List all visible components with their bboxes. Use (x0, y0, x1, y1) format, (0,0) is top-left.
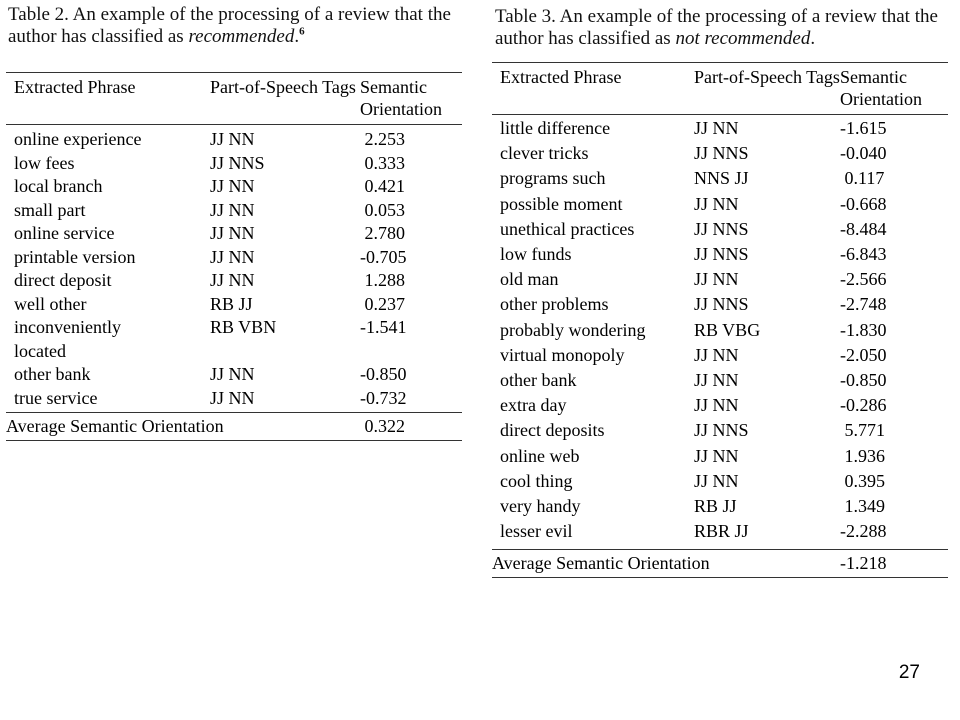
cell-phrase: online web (500, 445, 580, 466)
cell-pos-tags: RB JJ (694, 496, 737, 517)
table-row (6, 269, 462, 293)
cell-semantic-orientation: 0.421 (360, 176, 405, 196)
cell-phrase: low fees (14, 152, 75, 173)
table-row (492, 418, 948, 443)
table3-header-so: Semantic Orientation (840, 67, 922, 109)
cell-phrase: inconveniently (14, 317, 121, 337)
cell-pos-tags: JJ NNS (210, 152, 265, 173)
cell-pos-tags: RB VBN (210, 317, 277, 337)
cell-phrase: very handy (500, 496, 581, 517)
cell-pos-tags: JJ NN (694, 269, 739, 290)
table-row (492, 192, 948, 217)
cell-pos-tags: JJ NN (210, 270, 255, 290)
cell-semantic-orientation: -2.566 (840, 269, 887, 290)
cell-semantic-orientation: -2.748 (840, 294, 887, 315)
cell-semantic-orientation: -2.288 (840, 521, 887, 542)
cell-semantic-orientation: 0.395 (840, 470, 885, 491)
cell-phrase: direct deposits (500, 420, 605, 441)
cell-phrase: virtual monopoly (500, 344, 625, 365)
table-row (6, 222, 462, 246)
table2-average-label: Average Semantic Orientation (6, 416, 224, 436)
cell-phrase: little difference (500, 118, 611, 138)
cell-pos-tags (210, 340, 360, 364)
cell-semantic-orientation: 0.053 (360, 199, 405, 220)
table-row (492, 217, 948, 242)
table-row (492, 318, 948, 343)
table2-body (6, 125, 462, 412)
cell-phrase: direct deposit (14, 270, 112, 290)
cell-semantic-orientation: -1.541 (360, 317, 407, 337)
table3-average-label: Average Semantic Orientation (492, 553, 710, 574)
table2-average-row (6, 413, 462, 440)
table2-footnote-marker: 6 (299, 25, 305, 38)
table-row (492, 444, 948, 469)
table-row (492, 267, 948, 292)
cell-semantic-orientation: 0.333 (360, 152, 405, 173)
table3-header-phrase: Extracted Phrase (500, 67, 622, 87)
cell-phrase: clever tricks (500, 143, 589, 164)
table2-caption-text: Table 2. An example of the processing of a review that the author has classified as (8, 4, 451, 47)
cell-semantic-orientation: 1.288 (360, 270, 405, 290)
cell-pos-tags: JJ NN (210, 223, 255, 243)
cell-semantic-orientation: -1.615 (840, 118, 887, 138)
table-row (492, 141, 948, 166)
table-row (492, 166, 948, 191)
table2-average-value: 0.322 (360, 416, 405, 436)
table2-header-phrase: Extracted Phrase (14, 77, 136, 97)
cell-pos-tags: JJ NN (210, 364, 255, 384)
cell-semantic-orientation: 0.237 (360, 293, 405, 314)
cell-semantic-orientation: -0.286 (840, 395, 887, 416)
table-row (6, 340, 462, 364)
table3-caption-end: . (810, 28, 816, 49)
cell-pos-tags: JJ NN (694, 395, 739, 416)
cell-phrase: well other (14, 293, 87, 314)
cell-semantic-orientation: -0.732 (360, 387, 407, 408)
cell-phrase: online experience (14, 129, 142, 149)
table-row (492, 292, 948, 317)
cell-pos-tags: JJ NN (210, 176, 255, 196)
table2-header-pos: Part-of-Speech Tags (210, 77, 356, 97)
cell-semantic-orientation: -0.705 (360, 246, 407, 267)
cell-phrase: programs such (500, 168, 606, 189)
cell-phrase: old man (500, 269, 559, 290)
cell-pos-tags: JJ NNS (694, 244, 749, 265)
cell-phrase: other bank (14, 364, 91, 384)
cell-pos-tags: JJ NN (210, 199, 255, 220)
cell-semantic-orientation: 2.780 (360, 223, 405, 243)
table-row (6, 363, 462, 387)
table-row (6, 387, 462, 411)
table-row (6, 246, 462, 270)
cell-pos-tags: RB JJ (210, 293, 253, 314)
table-row (492, 242, 948, 267)
table3-final-rule (492, 577, 948, 578)
cell-pos-tags: JJ NN (694, 118, 739, 138)
table3-header-pos: Part-of-Speech Tags (694, 67, 840, 87)
cell-pos-tags: JJ NN (694, 470, 739, 491)
table-row (6, 175, 462, 199)
table-row (492, 519, 948, 544)
cell-phrase: true service (14, 387, 98, 408)
cell-semantic-orientation: -6.843 (840, 244, 887, 265)
cell-pos-tags: JJ NN (694, 344, 739, 365)
cell-pos-tags: JJ NN (694, 370, 739, 391)
table3-caption-emphasis: not recommended (675, 28, 811, 49)
table2-final-rule (6, 440, 462, 441)
table3-body (492, 115, 948, 549)
cell-phrase: possible moment (500, 193, 623, 214)
cell-semantic-orientation: 1.936 (840, 445, 885, 466)
cell-pos-tags: RBR JJ (694, 521, 749, 542)
table-row (6, 199, 462, 223)
cell-semantic-orientation: -0.850 (840, 370, 887, 391)
cell-semantic-orientation: -2.050 (840, 344, 887, 365)
table2-caption-end: . (294, 26, 300, 47)
cell-semantic-orientation: 1.349 (840, 496, 885, 517)
table2 (6, 72, 462, 441)
cell-phrase: local branch (14, 176, 103, 196)
table-row (6, 128, 462, 152)
cell-phrase: small part (14, 199, 86, 220)
cell-phrase: printable version (14, 246, 136, 267)
cell-semantic-orientation: -0.850 (360, 364, 407, 384)
cell-phrase: low funds (500, 244, 572, 265)
table-row (492, 343, 948, 368)
cell-semantic-orientation: -0.668 (840, 193, 887, 214)
table-row (492, 116, 948, 141)
table-row (6, 293, 462, 317)
cell-pos-tags: JJ NN (210, 246, 255, 267)
table3-caption (495, 6, 950, 50)
cell-pos-tags: NNS JJ (694, 168, 749, 189)
cell-pos-tags: JJ NN (694, 445, 739, 466)
table3-caption-text: Table 3. An example of the processing of a review that the author has classified as (495, 6, 938, 49)
cell-phrase: probably wondering (500, 319, 646, 340)
cell-pos-tags: JJ NN (210, 387, 255, 408)
cell-pos-tags: JJ NNS (694, 294, 749, 315)
cell-semantic-orientation: -8.484 (840, 218, 887, 239)
table-row (6, 316, 462, 340)
table2-header-row (6, 73, 462, 124)
cell-phrase: extra day (500, 395, 567, 416)
table3-average-row (492, 550, 948, 577)
table2-header-so: Semantic Orientation (360, 77, 442, 119)
cell-semantic-orientation (360, 340, 462, 364)
cell-pos-tags: JJ NNS (694, 218, 749, 239)
table3 (492, 62, 948, 578)
table3-average-value: -1.218 (840, 553, 887, 574)
cell-phrase: cool thing (500, 470, 573, 491)
cell-pos-tags: JJ NN (694, 193, 739, 214)
cell-semantic-orientation: 0.117 (840, 168, 885, 189)
cell-phrase: online service (14, 223, 115, 243)
table-row (6, 152, 462, 176)
cell-pos-tags: RB VBG (694, 319, 761, 340)
cell-phrase: lesser evil (500, 521, 573, 542)
table2-caption (8, 4, 468, 48)
cell-pos-tags: JJ NN (210, 129, 255, 149)
cell-semantic-orientation: -1.830 (840, 319, 887, 340)
cell-semantic-orientation: 2.253 (360, 129, 405, 149)
cell-semantic-orientation: 5.771 (840, 420, 885, 441)
cell-phrase: other bank (500, 370, 577, 391)
table2-caption-emphasis: recommended (188, 26, 295, 47)
cell-phrase: located (14, 340, 66, 361)
table-row (492, 494, 948, 519)
cell-pos-tags: JJ NNS (694, 420, 749, 441)
table3-header-row (492, 63, 948, 114)
cell-semantic-orientation: -0.040 (840, 143, 887, 164)
cell-phrase: other problems (500, 294, 609, 315)
table-row (492, 393, 948, 418)
cell-phrase: unethical practices (500, 218, 635, 239)
cell-pos-tags: JJ NNS (694, 143, 749, 164)
table-row (492, 368, 948, 393)
table-row (492, 469, 948, 494)
page-number: 27 (898, 662, 920, 683)
